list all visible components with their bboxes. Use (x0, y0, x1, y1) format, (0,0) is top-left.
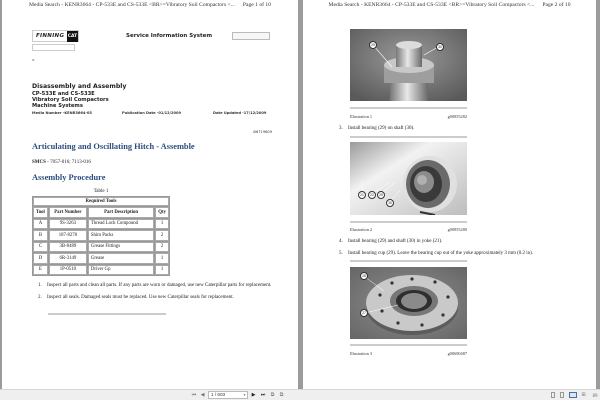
zoom-value[interactable]: 89 (592, 393, 598, 398)
callout-29: 29 (369, 41, 377, 49)
cat-logo: CAT (67, 31, 78, 42)
prev-page-button[interactable]: ◀ (200, 392, 205, 398)
cell-part-number: 3B-8489 (49, 242, 87, 253)
table-title: Required Tools (33, 197, 169, 206)
illustration-label: Illustration 2 (350, 227, 373, 232)
cell-description: Grease Fittings (88, 242, 154, 253)
cell-description: Grease (88, 253, 154, 264)
col-header: Part Description (88, 207, 154, 218)
step-number: 4. (339, 239, 343, 244)
cell-tool: E (33, 265, 48, 276)
back-view-icon[interactable]: ⧉ (270, 392, 275, 398)
divider (48, 313, 166, 315)
doc-product: Vibratory Soil Compactors (32, 96, 109, 103)
cell-description: Shim Packs (88, 230, 154, 241)
two-page-view-icon[interactable] (569, 392, 577, 398)
table-header-row (33, 207, 169, 218)
divider (350, 221, 467, 223)
page-header (303, 2, 596, 8)
divider (350, 344, 467, 346)
step-text: Install bearing (29) and shaft (30) in yoke (21). (348, 239, 443, 244)
page-number-value: 1 / 603 (211, 392, 226, 397)
media-number: Media Number -KENR3664-05 (32, 111, 92, 115)
step-item (38, 295, 278, 301)
page-label: Page 2 of 10 (542, 2, 571, 8)
divider (350, 136, 467, 138)
illustration-3-image (350, 267, 467, 339)
header-title: Media Search - KENR3664 - CP-533E and CS-533E <BR>=Vibratory Soil Compactors <... (328, 2, 535, 8)
doc-meta (32, 83, 126, 109)
cell-tool: D (33, 253, 48, 264)
step-text: Install bearing cup (29). Leave the bearing cup out of the yoke approximately 3 mm (0.2 in). (348, 251, 534, 256)
single-page-view-icon[interactable] (551, 392, 555, 398)
cell-description: Thread Lock Compound (88, 219, 154, 230)
section-heading: Assembly Procedure (32, 173, 106, 182)
step-number: 5. (339, 251, 343, 256)
back-arrow-icon[interactable]: « (32, 58, 35, 63)
finning-cat-logo (32, 30, 79, 42)
two-page-continuous-view-icon[interactable]: ⊞ (581, 392, 586, 398)
cell-qty: 1 (155, 219, 169, 230)
step-text: Inspect all parts and clean all parts. If any parts are worn or damaged, use new Caterpillar parts for replacement. (47, 283, 272, 288)
cell-tool: C (33, 242, 48, 253)
illustration-label: Illustration 3 (350, 351, 373, 356)
illustration-code: g00855280 (447, 227, 467, 232)
step-item (38, 283, 278, 289)
smcs-label: SMCS (32, 160, 46, 165)
step-text: Inspect all seals. Damaged seals must be replaced. Use new Caterpillar seals for replacement. (47, 295, 234, 300)
illustration-2-image (350, 142, 467, 215)
navigation-toolbar (0, 389, 600, 400)
next-page-button[interactable]: ▶ (251, 392, 256, 398)
last-page-button[interactable]: ⏭ (260, 392, 266, 398)
forward-view-icon[interactable]: ⧉ (279, 392, 284, 398)
first-page-button[interactable]: ⏮ (191, 392, 197, 398)
callout-21: 21 (358, 191, 366, 199)
col-header: Tool (33, 207, 48, 218)
callout-30: 30 (386, 199, 394, 207)
illustration-caption (350, 114, 467, 119)
sis-title: Service Information System (126, 33, 213, 39)
illustration-1-image (350, 29, 467, 101)
sis-select-box[interactable] (232, 32, 270, 40)
required-tools-table (32, 196, 170, 276)
step-item (339, 126, 414, 131)
step-item (339, 239, 442, 244)
continuous-view-icon[interactable] (560, 392, 564, 398)
doc-title: Disassembly and Assembly (32, 83, 127, 90)
callout-30: 30 (436, 43, 444, 51)
smcs-line (32, 160, 91, 165)
logo-input-box[interactable] (32, 44, 75, 51)
step-text: Install bearing (29) on shaft (30). (348, 126, 415, 131)
chevron-down-icon[interactable]: ▼ (243, 393, 246, 397)
step-number: 2. (38, 295, 42, 300)
page-header (2, 2, 298, 8)
date-updated: Date Updated -17/12/2009 (213, 111, 267, 115)
header-title: Media Search - KENR3664 - CP-533E and CS-533E <BR>=Vibratory Soil Compactors <... (29, 2, 235, 8)
col-header: Qty (155, 207, 169, 218)
publication-date: Publication Date -01/12/2009 (122, 111, 181, 115)
illustration-caption (350, 351, 467, 356)
step-number: 3. (339, 126, 343, 131)
illustration-code: g00855282 (447, 114, 467, 119)
divider (350, 107, 467, 109)
cell-part-number: 187-8278 (49, 230, 87, 241)
smcs-value: - 7057-016; 7113-016 (45, 160, 91, 165)
doc-system: Machine Systems (32, 103, 83, 110)
page-number-input[interactable] (208, 391, 248, 399)
step-number: 1. (38, 283, 42, 288)
cell-qty: 1 (155, 265, 169, 276)
cell-description: Driver Gp (88, 265, 154, 276)
table-row (33, 253, 169, 264)
table-row (33, 265, 169, 276)
table-caption: Table 1 (93, 189, 109, 194)
step-item (339, 251, 533, 256)
page-2 (303, 0, 596, 389)
page-1 (2, 0, 298, 389)
doc-model: CP-533E and CS-533E (32, 90, 95, 97)
table-row (33, 242, 169, 253)
illustration-code: g00690487 (447, 351, 467, 356)
procedure-steps (38, 283, 278, 307)
cell-tool: B (33, 230, 48, 241)
illustration-caption (350, 227, 467, 232)
cell-tool: A (33, 219, 48, 230)
cell-part-number: 1P-0510 (49, 265, 87, 276)
finning-logo-text: FINNING (36, 33, 65, 39)
table-row (33, 230, 169, 241)
doc-id: i06719609 (252, 130, 272, 134)
callout-28: 28 (360, 272, 368, 280)
divider (350, 260, 467, 262)
callout-22: 22 (368, 191, 376, 199)
page-title: Articulating and Oscillating Hitch - Assemble (32, 142, 195, 151)
cell-qty: 2 (155, 242, 169, 253)
col-header: Part Number (49, 207, 87, 218)
cell-part-number: 6R-3149 (49, 253, 87, 264)
cell-qty: 1 (155, 253, 169, 264)
illustration-label: Illustration 1 (350, 114, 373, 119)
cell-part-number: 9S-3263 (49, 219, 87, 230)
page-label: Page 1 of 10 (242, 2, 271, 8)
callout-29: 29 (377, 191, 385, 199)
table-row (33, 219, 169, 230)
cell-qty: 2 (155, 230, 169, 241)
callout-27: 27 (360, 309, 368, 317)
